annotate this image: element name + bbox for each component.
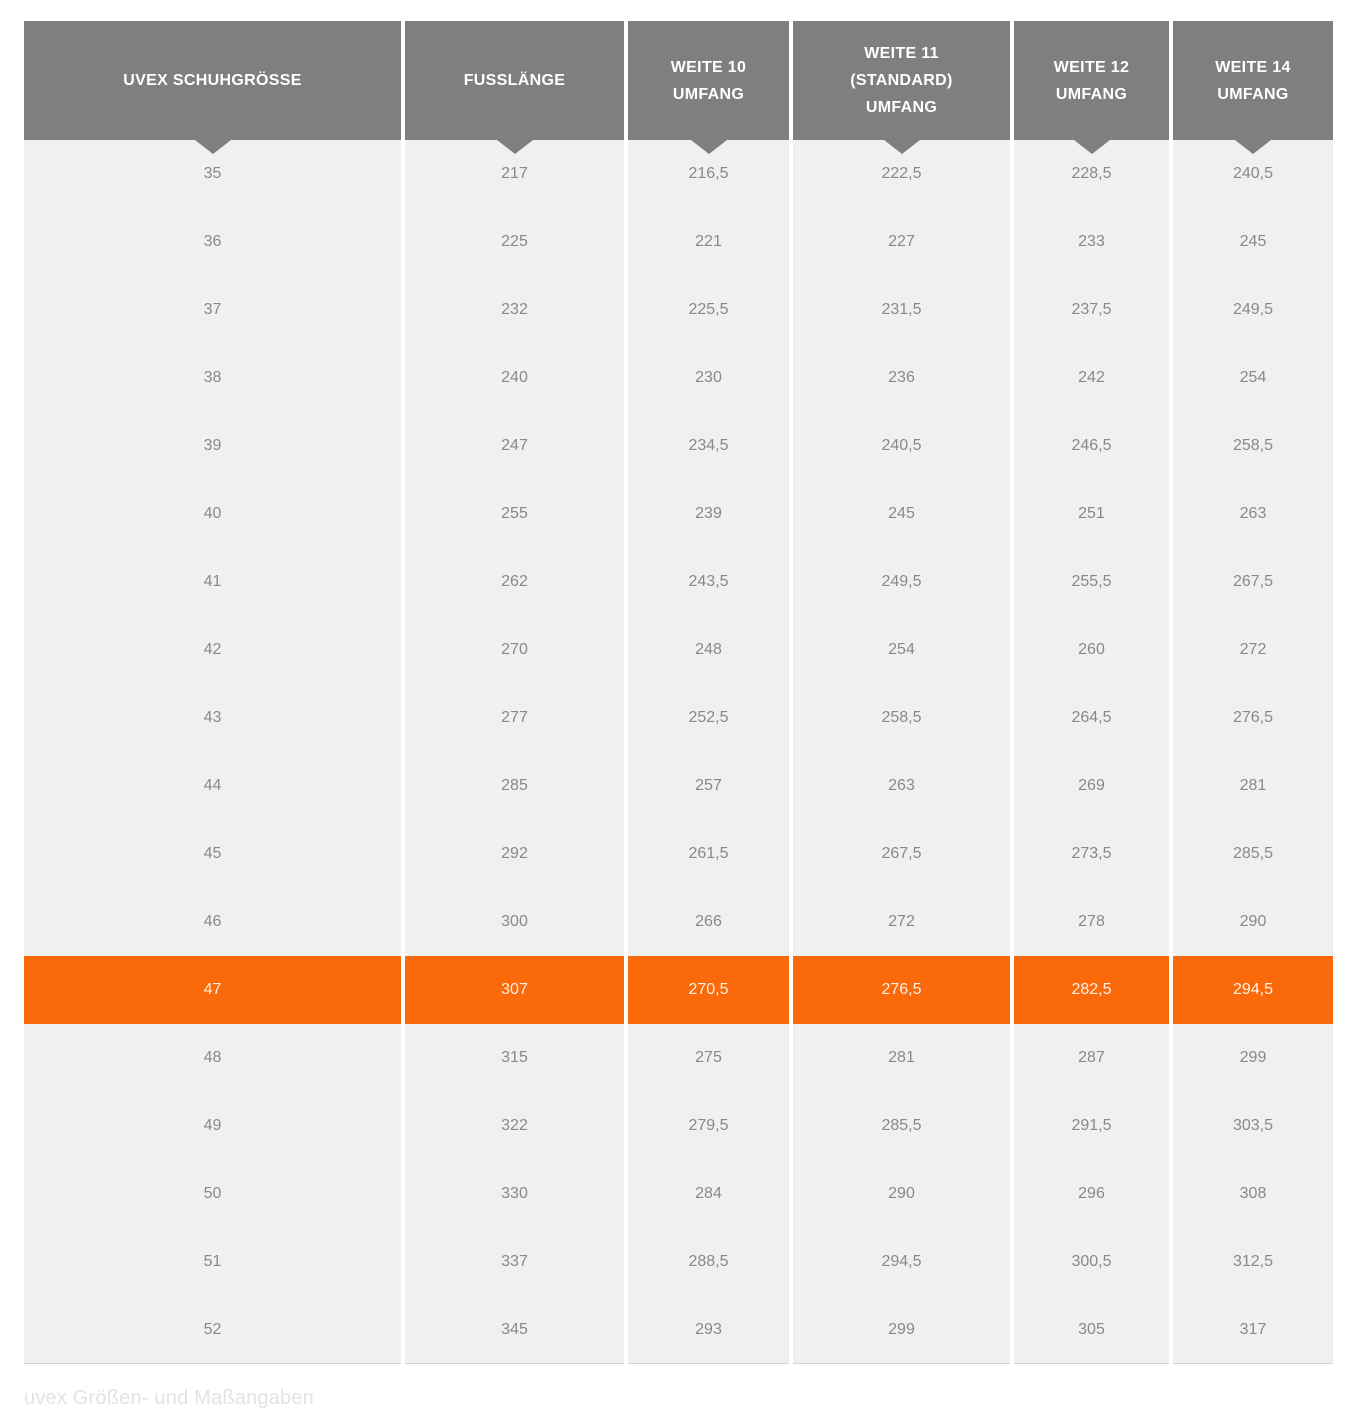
table-cell: 39 bbox=[24, 412, 401, 480]
table-cell: 299 bbox=[793, 1296, 1010, 1364]
highlighted-table-cell: 270,5 bbox=[628, 956, 789, 1024]
table-cell: 285 bbox=[405, 752, 624, 820]
table-cell: 49 bbox=[24, 1092, 401, 1160]
table-cell: 262 bbox=[405, 548, 624, 616]
table-cell: 232 bbox=[405, 276, 624, 344]
table-cell: 260 bbox=[1014, 616, 1169, 684]
table-cell: 281 bbox=[793, 1024, 1010, 1092]
table-cell: 51 bbox=[24, 1228, 401, 1296]
table-cell: 222,5 bbox=[793, 140, 1010, 208]
table-cell: 234,5 bbox=[628, 412, 789, 480]
table-cell: 44 bbox=[24, 752, 401, 820]
header-pointer-down-icon bbox=[497, 140, 533, 154]
table-cell: 50 bbox=[24, 1160, 401, 1228]
header-pointer-down-icon bbox=[884, 140, 920, 154]
highlighted-table-cell: 47 bbox=[24, 956, 401, 1024]
table-cell: 317 bbox=[1173, 1296, 1333, 1364]
table-cell: 281 bbox=[1173, 752, 1333, 820]
table-cell: 263 bbox=[793, 752, 1010, 820]
table-cell: 249,5 bbox=[793, 548, 1010, 616]
table-cell: 269 bbox=[1014, 752, 1169, 820]
table-cell: 45 bbox=[24, 820, 401, 888]
column-header-uvex-schuhgroesse bbox=[24, 21, 401, 140]
column-header-label: UMFANG bbox=[1055, 85, 1128, 103]
table-cell: 252,5 bbox=[628, 684, 789, 752]
table-cell: 239 bbox=[628, 480, 789, 548]
table-cell: 258,5 bbox=[793, 684, 1010, 752]
table-cell: 240 bbox=[405, 344, 624, 412]
table-cell: 296 bbox=[1014, 1160, 1169, 1228]
table-cell: 305 bbox=[1014, 1296, 1169, 1364]
table-cell: 40 bbox=[24, 480, 401, 548]
table-cell: 242 bbox=[1014, 344, 1169, 412]
table-cell: 233 bbox=[1014, 208, 1169, 276]
table-cell: 231,5 bbox=[793, 276, 1010, 344]
table-cell: 290 bbox=[793, 1160, 1010, 1228]
table-cell: 35 bbox=[24, 140, 401, 208]
column-header-label: UVEX SCHUHGRÖSSE bbox=[123, 72, 302, 89]
table-cell: 345 bbox=[405, 1296, 624, 1364]
table-cell: 300 bbox=[405, 888, 624, 956]
table-cell: 279,5 bbox=[628, 1092, 789, 1160]
table-cell: 272 bbox=[793, 888, 1010, 956]
column-header-label: FUSSLÄNGE bbox=[463, 72, 566, 89]
column-header-label: WEITE 14 bbox=[1215, 58, 1291, 76]
column-header-label: UMFANG bbox=[672, 85, 745, 103]
table-cell: 270 bbox=[405, 616, 624, 684]
table-cell: 254 bbox=[1173, 344, 1333, 412]
table-cell: 46 bbox=[24, 888, 401, 956]
table-cell: 267,5 bbox=[1173, 548, 1333, 616]
table-cell: 245 bbox=[1173, 208, 1333, 276]
table-cell: 236 bbox=[793, 344, 1010, 412]
column-header-fusslaenge bbox=[405, 21, 624, 140]
table-cell: 266 bbox=[628, 888, 789, 956]
size-table bbox=[24, 21, 1333, 1364]
table-cell: 228,5 bbox=[1014, 140, 1169, 208]
column-header-weite-10-umfang bbox=[628, 21, 789, 140]
table-cell: 52 bbox=[24, 1296, 401, 1364]
table-cell: 38 bbox=[24, 344, 401, 412]
table-cell: 293 bbox=[628, 1296, 789, 1364]
table-cell: 330 bbox=[405, 1160, 624, 1228]
table-cell: 308 bbox=[1173, 1160, 1333, 1228]
table-cell: 277 bbox=[405, 684, 624, 752]
column-header-label: WEITE 12 bbox=[1053, 58, 1130, 76]
table-cell: 225 bbox=[405, 208, 624, 276]
table-cell: 48 bbox=[24, 1024, 401, 1092]
table-cell: 251 bbox=[1014, 480, 1169, 548]
table-cell: 285,5 bbox=[1173, 820, 1333, 888]
highlighted-table-cell: 282,5 bbox=[1014, 956, 1169, 1024]
table-cell: 258,5 bbox=[1173, 412, 1333, 480]
column-header-label: UMFANG bbox=[1217, 85, 1289, 103]
column-header-weite-14-umfang bbox=[1173, 21, 1333, 140]
column-header-weite-11-standard-umfang bbox=[793, 21, 1010, 140]
table-cell: 36 bbox=[24, 208, 401, 276]
table-cell: 240,5 bbox=[793, 412, 1010, 480]
table-cell: 247 bbox=[405, 412, 624, 480]
table-cell: 41 bbox=[24, 548, 401, 616]
table-cell: 337 bbox=[405, 1228, 624, 1296]
table-cell: 217 bbox=[405, 140, 624, 208]
table-cell: 245 bbox=[793, 480, 1010, 548]
table-cell: 312,5 bbox=[1173, 1228, 1333, 1296]
column-header-weite-12-umfang bbox=[1014, 21, 1169, 140]
table-cell: 264,5 bbox=[1014, 684, 1169, 752]
column-header-label: WEITE 11 bbox=[864, 45, 939, 62]
table-cell: 255,5 bbox=[1014, 548, 1169, 616]
table-cell: 278 bbox=[1014, 888, 1169, 956]
table-cell: 230 bbox=[628, 344, 789, 412]
table-cell: 273,5 bbox=[1014, 820, 1169, 888]
table-caption: uvex Größen- und Maßangaben bbox=[24, 1387, 315, 1409]
table-cell: 299 bbox=[1173, 1024, 1333, 1092]
table-cell: 291,5 bbox=[1014, 1092, 1169, 1160]
table-cell: 285,5 bbox=[793, 1092, 1010, 1160]
table-cell: 225,5 bbox=[628, 276, 789, 344]
table-cell: 227 bbox=[793, 208, 1010, 276]
table-cell: 276,5 bbox=[1173, 684, 1333, 752]
header-pointer-down-icon bbox=[691, 140, 727, 154]
table-cell: 290 bbox=[1173, 888, 1333, 956]
table-cell: 263 bbox=[1173, 480, 1333, 548]
highlighted-table-cell: 307 bbox=[405, 956, 624, 1024]
highlighted-table-cell: 276,5 bbox=[793, 956, 1010, 1024]
table-cell: 237,5 bbox=[1014, 276, 1169, 344]
header-pointer-down-icon bbox=[1074, 140, 1110, 154]
table-cell: 37 bbox=[24, 276, 401, 344]
highlighted-table-cell: 294,5 bbox=[1173, 956, 1333, 1024]
table-cell: 300,5 bbox=[1014, 1228, 1169, 1296]
table-cell: 287 bbox=[1014, 1024, 1169, 1092]
table-cell: 43 bbox=[24, 684, 401, 752]
column-header-label: WEITE 10 bbox=[670, 58, 747, 76]
table-cell: 248 bbox=[628, 616, 789, 684]
table-cell: 261,5 bbox=[628, 820, 789, 888]
table-cell: 267,5 bbox=[793, 820, 1010, 888]
table-cell: 322 bbox=[405, 1092, 624, 1160]
table-cell: 221 bbox=[628, 208, 789, 276]
table-cell: 294,5 bbox=[793, 1228, 1010, 1296]
table-cell: 246,5 bbox=[1014, 412, 1169, 480]
table-cell: 315 bbox=[405, 1024, 624, 1092]
table-cell: 243,5 bbox=[628, 548, 789, 616]
table-cell: 288,5 bbox=[628, 1228, 789, 1296]
table-cell: 284 bbox=[628, 1160, 789, 1228]
table-cell: 257 bbox=[628, 752, 789, 820]
table-cell: 292 bbox=[405, 820, 624, 888]
header-pointer-down-icon bbox=[195, 140, 231, 154]
table-cell: 272 bbox=[1173, 616, 1333, 684]
column-header-label: (STANDARD) bbox=[850, 72, 953, 89]
table-cell: 216,5 bbox=[628, 140, 789, 208]
table-cell: 240,5 bbox=[1173, 140, 1333, 208]
table-cell: 249,5 bbox=[1173, 276, 1333, 344]
header-pointer-down-icon bbox=[1235, 140, 1271, 154]
table-cell: 42 bbox=[24, 616, 401, 684]
table-cell: 275 bbox=[628, 1024, 789, 1092]
table-cell: 303,5 bbox=[1173, 1092, 1333, 1160]
column-header-label: UMFANG bbox=[865, 99, 938, 116]
table-cell: 254 bbox=[793, 616, 1010, 684]
table-cell: 255 bbox=[405, 480, 624, 548]
